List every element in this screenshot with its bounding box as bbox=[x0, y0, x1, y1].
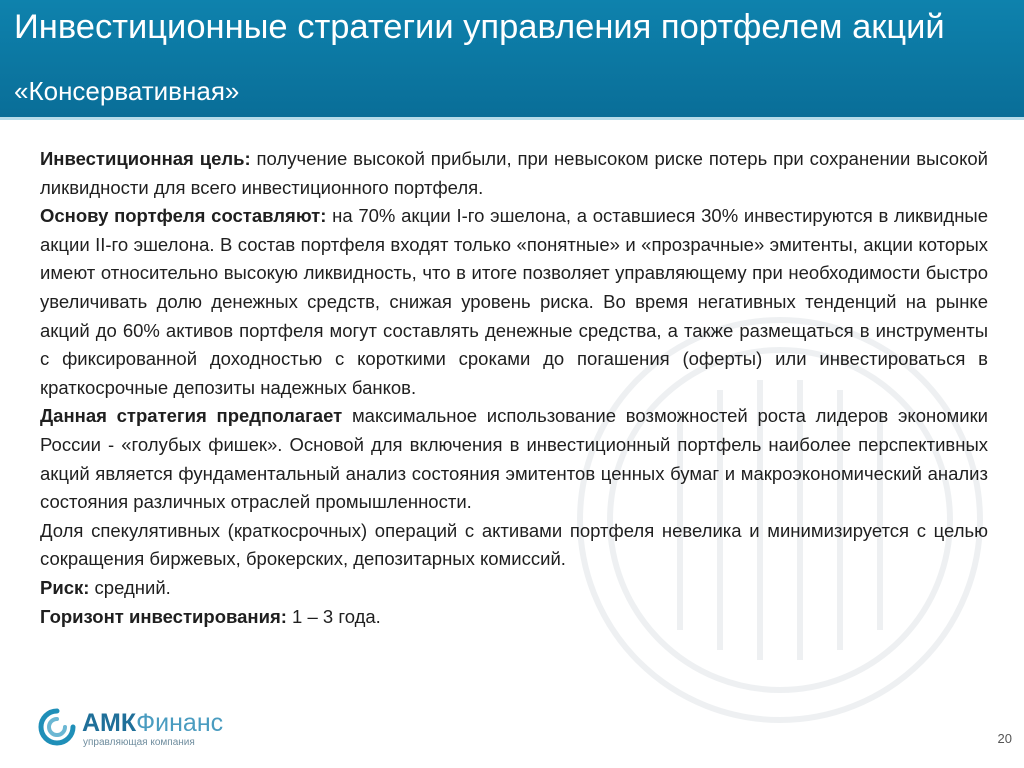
logo-wordmark bbox=[82, 708, 223, 738]
strategy-text: максимальное использование возможностей роста лидеров экономики России - «голубых фишек». Основой для включения в инвестиционный портфель наиболее перспективных акций является фундаментальный анализ состояния эмитентов ценных бумаг и макроэкономический анализ состояния различных отраслей промышленности. bbox=[40, 405, 988, 513]
risk-text: средний. bbox=[89, 576, 171, 598]
strategy-label: Данная стратегия предполагает bbox=[40, 405, 343, 427]
horizon-paragraph bbox=[40, 603, 988, 632]
horizon-text: 1 – 3 года. bbox=[286, 605, 381, 627]
risk-paragraph bbox=[40, 574, 988, 603]
page-number: 20 bbox=[997, 731, 1012, 746]
slide-subtitle: «Консервативная» bbox=[14, 76, 240, 106]
amk-crescent-logo-icon bbox=[38, 708, 76, 746]
slide-title: Инвестиционные стратегии управления портфелем акций bbox=[14, 8, 945, 46]
basis-label: Основу портфеля составляют: bbox=[40, 205, 327, 227]
logo-brand-bold: АМК bbox=[82, 709, 137, 737]
strategy-paragraph bbox=[40, 402, 988, 516]
header-divider bbox=[0, 117, 1024, 120]
goal-text: получение высокой прибыли, при невысоком риске потерь при сохранении высокой ликвидности для всего инвестиционного портфеля. bbox=[40, 148, 989, 198]
basis-text: на 70% акции I-го эшелона, а оставшиеся 30% инвестируются в ликвидные акции II-го эшелона. В состав портфеля входят только «понятные» и «прозрачные» эмитенты, акции которых имеют относительно высокую ликвидность, что в итоге позволяет управляющему при необходимости быстро увеличивать долю денежных средств, снижая уровень риска. Во время негативных тенденций на рынке акций до 60% активов портфеля могут составлять денежные средства, а также размещаться в инструменты с фиксированной доходностью с короткими сроками до погашения (оферты) или инвестироваться в краткосрочные депозиты надежных банков. bbox=[40, 205, 989, 398]
logo-brand-light: Финанс bbox=[136, 709, 224, 737]
company-logo bbox=[38, 708, 278, 750]
speculative-text: Доля спекулятивных (краткосрочных) операций с активами портфеля невелика и минимизируется с целью сокращения биржевых, брокерских, депозитарных комиссий. bbox=[40, 519, 988, 570]
basis-paragraph bbox=[40, 202, 988, 402]
horizon-label: Горизонт инвестирования: bbox=[40, 605, 287, 627]
goal-label: Инвестиционная цель: bbox=[40, 148, 251, 169]
logo-tagline: управляющая компания bbox=[83, 737, 195, 748]
title-bar bbox=[0, 0, 1024, 117]
speculative-paragraph bbox=[40, 517, 988, 574]
risk-label: Риск: bbox=[40, 576, 90, 598]
goal-paragraph bbox=[40, 145, 988, 202]
slide-body bbox=[40, 145, 988, 631]
